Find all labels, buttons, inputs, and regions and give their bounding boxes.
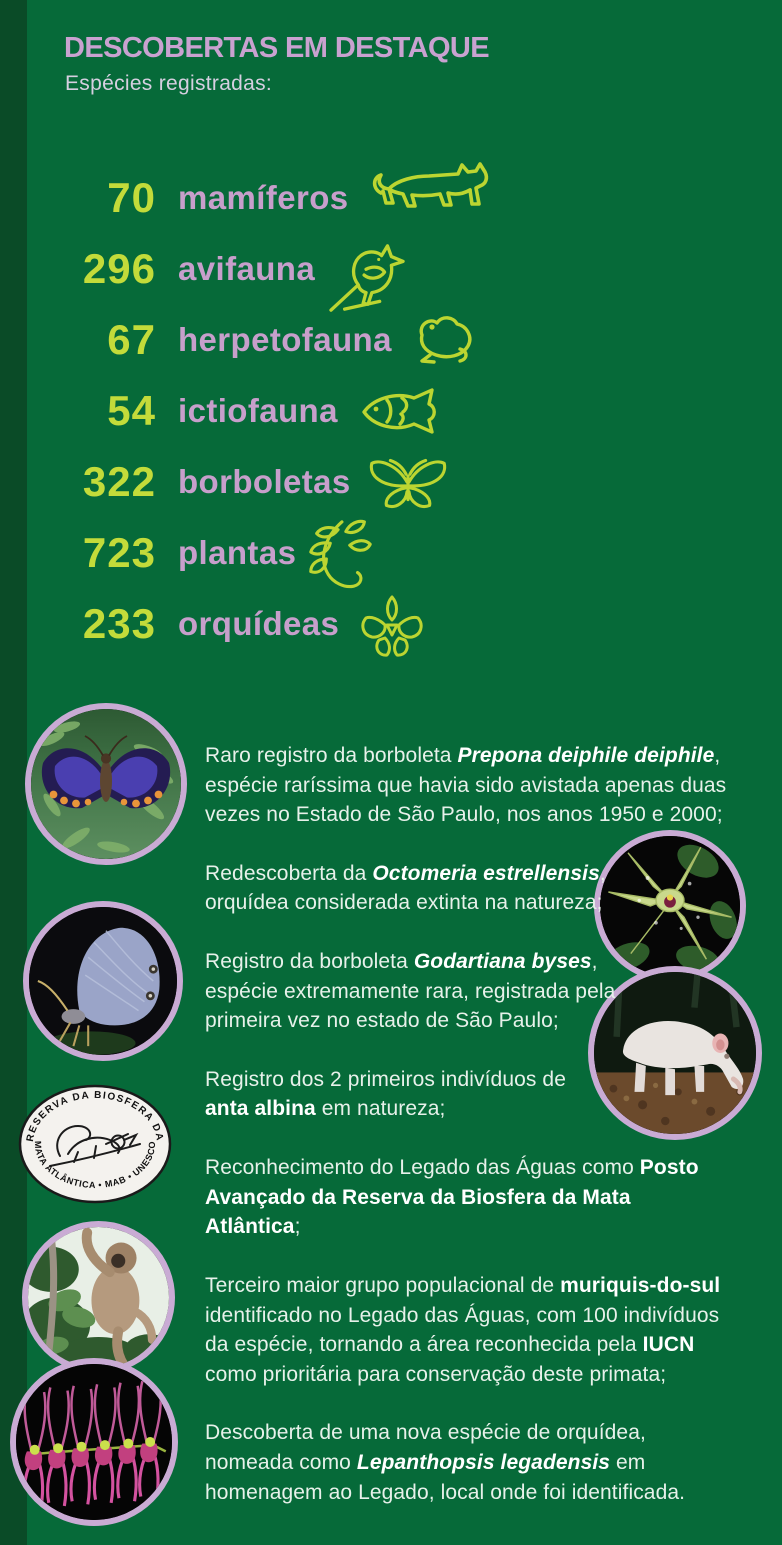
discovery-paragraph (205, 947, 635, 1036)
bird-icon (323, 240, 413, 314)
discovery-paragraph (205, 859, 645, 918)
photo-muriqui-monkey (22, 1221, 175, 1374)
species-count: 723 (82, 528, 156, 576)
discovery-text-segment: identificado no Legado das Águas, com 100 indivíduos da espécie, tornando a área reconhecida pela (205, 1303, 720, 1357)
butterfly-prepona-illustration (31, 709, 181, 859)
photo-butterfly-godartiana (23, 901, 183, 1061)
discovery-text-segment: Godartiana byses (413, 950, 592, 974)
discovery-text-segment: Octomeria estrellensis (372, 861, 600, 885)
discovery-text-segment: como prioritária para conservação deste primata; (205, 1362, 667, 1386)
species-count: 233 (82, 599, 156, 647)
discoveries-text-column (205, 741, 782, 1536)
page-subtitle: Espécies registradas: (65, 72, 273, 95)
discovery-text-segment: IUCN (642, 1333, 695, 1357)
species-count: 67 (107, 315, 156, 363)
discovery-text-segment: Prepona deiphile deiphile (457, 744, 715, 767)
species-row (56, 588, 696, 659)
discovery-paragraph (205, 1271, 745, 1389)
species-stats-list (56, 162, 696, 659)
biosphere-reserve-logo (16, 1082, 174, 1206)
discovery-text-segment: Registro dos 2 primeiros indivíduos de (205, 1067, 566, 1091)
species-count: 322 (82, 457, 156, 505)
species-row (56, 162, 696, 233)
discovery-text-segment: Redescoberta da (205, 861, 373, 885)
muriqui-illustration (28, 1227, 169, 1368)
species-count: 54 (107, 386, 156, 434)
species-label: ictiofauna (178, 391, 338, 429)
discovery-paragraph (205, 741, 782, 830)
discovery-paragraph (205, 1418, 695, 1507)
species-label: borboletas (178, 462, 351, 500)
jaguar-icon (367, 159, 492, 221)
species-label: herpetofauna (178, 320, 392, 358)
species-count: 70 (107, 173, 156, 221)
discovery-text-segment: em homenagem ao Legado, local onde foi identificada. (205, 1450, 686, 1504)
discovery-text-segment: , espécie extremamente rara, registrada pela primeira vez no estado de São Paulo; (205, 950, 616, 1033)
orchid-icon (357, 591, 427, 661)
logo-top-text: RESERVA DA BIOSFERA DA (24, 1089, 166, 1143)
discovery-text-segment: , orquídea considerada extinta na natureza; (205, 861, 606, 915)
species-label: avifauna (178, 249, 316, 287)
species-row (56, 304, 696, 375)
species-row (56, 446, 696, 517)
frog-icon (410, 311, 476, 365)
page-title: DESCOBERTAS EM DESTAQUE (64, 32, 489, 65)
discovery-text-segment: Registro da borboleta (205, 950, 414, 974)
discovery-text-segment: ; (294, 1215, 301, 1239)
butterfly-godartiana-illustration (29, 907, 177, 1055)
plant-icon (302, 516, 378, 594)
discovery-text-segment: em natureza; (315, 1097, 446, 1121)
logo-bottom-text: MATA ATLÂNTICA • MAB • UNESCO (32, 1140, 158, 1191)
butterfly-icon (363, 452, 453, 512)
species-label: orquídeas (178, 604, 340, 642)
discovery-text-segment: Descoberta de uma nova espécie de orquídea, nomeada como (205, 1421, 646, 1474)
species-label: plantas (178, 533, 297, 571)
discovery-text-segment: , espécie raríssima que havia sido avistada apenas duas vezes no Estado de São Paulo, nos anos 1950 e 2000; (205, 744, 727, 827)
species-label: mamíferos (178, 178, 349, 216)
species-row (56, 517, 696, 588)
lepanthopsis-illustration (16, 1364, 172, 1520)
discovery-text-segment: Lepanthopsis legadensis (356, 1450, 611, 1474)
discovery-text-segment: Reconhecimento do Legado das Águas como (205, 1156, 640, 1180)
photo-butterfly-prepona (25, 703, 187, 865)
species-count: 296 (82, 244, 156, 292)
discovery-text-segment: muriquis-do-sul (560, 1273, 721, 1297)
discovery-text-segment: Terceiro maior grupo populacional de (205, 1273, 561, 1297)
discovery-text-segment: Posto Avançado da Reserva da Biosfera da Mata Atlântica (205, 1156, 699, 1239)
fish-icon (356, 386, 459, 436)
species-row (56, 375, 696, 446)
discovery-paragraph (205, 1153, 715, 1242)
discovery-text-segment: anta albina (205, 1097, 316, 1121)
biosphere-reserve-logo-graphic (16, 1082, 174, 1206)
species-row (56, 233, 696, 304)
discovery-text-segment: Raro registro da borboleta (205, 744, 458, 767)
discovery-paragraph (205, 1065, 575, 1124)
photo-orchid-lepanthopsis (10, 1358, 178, 1526)
